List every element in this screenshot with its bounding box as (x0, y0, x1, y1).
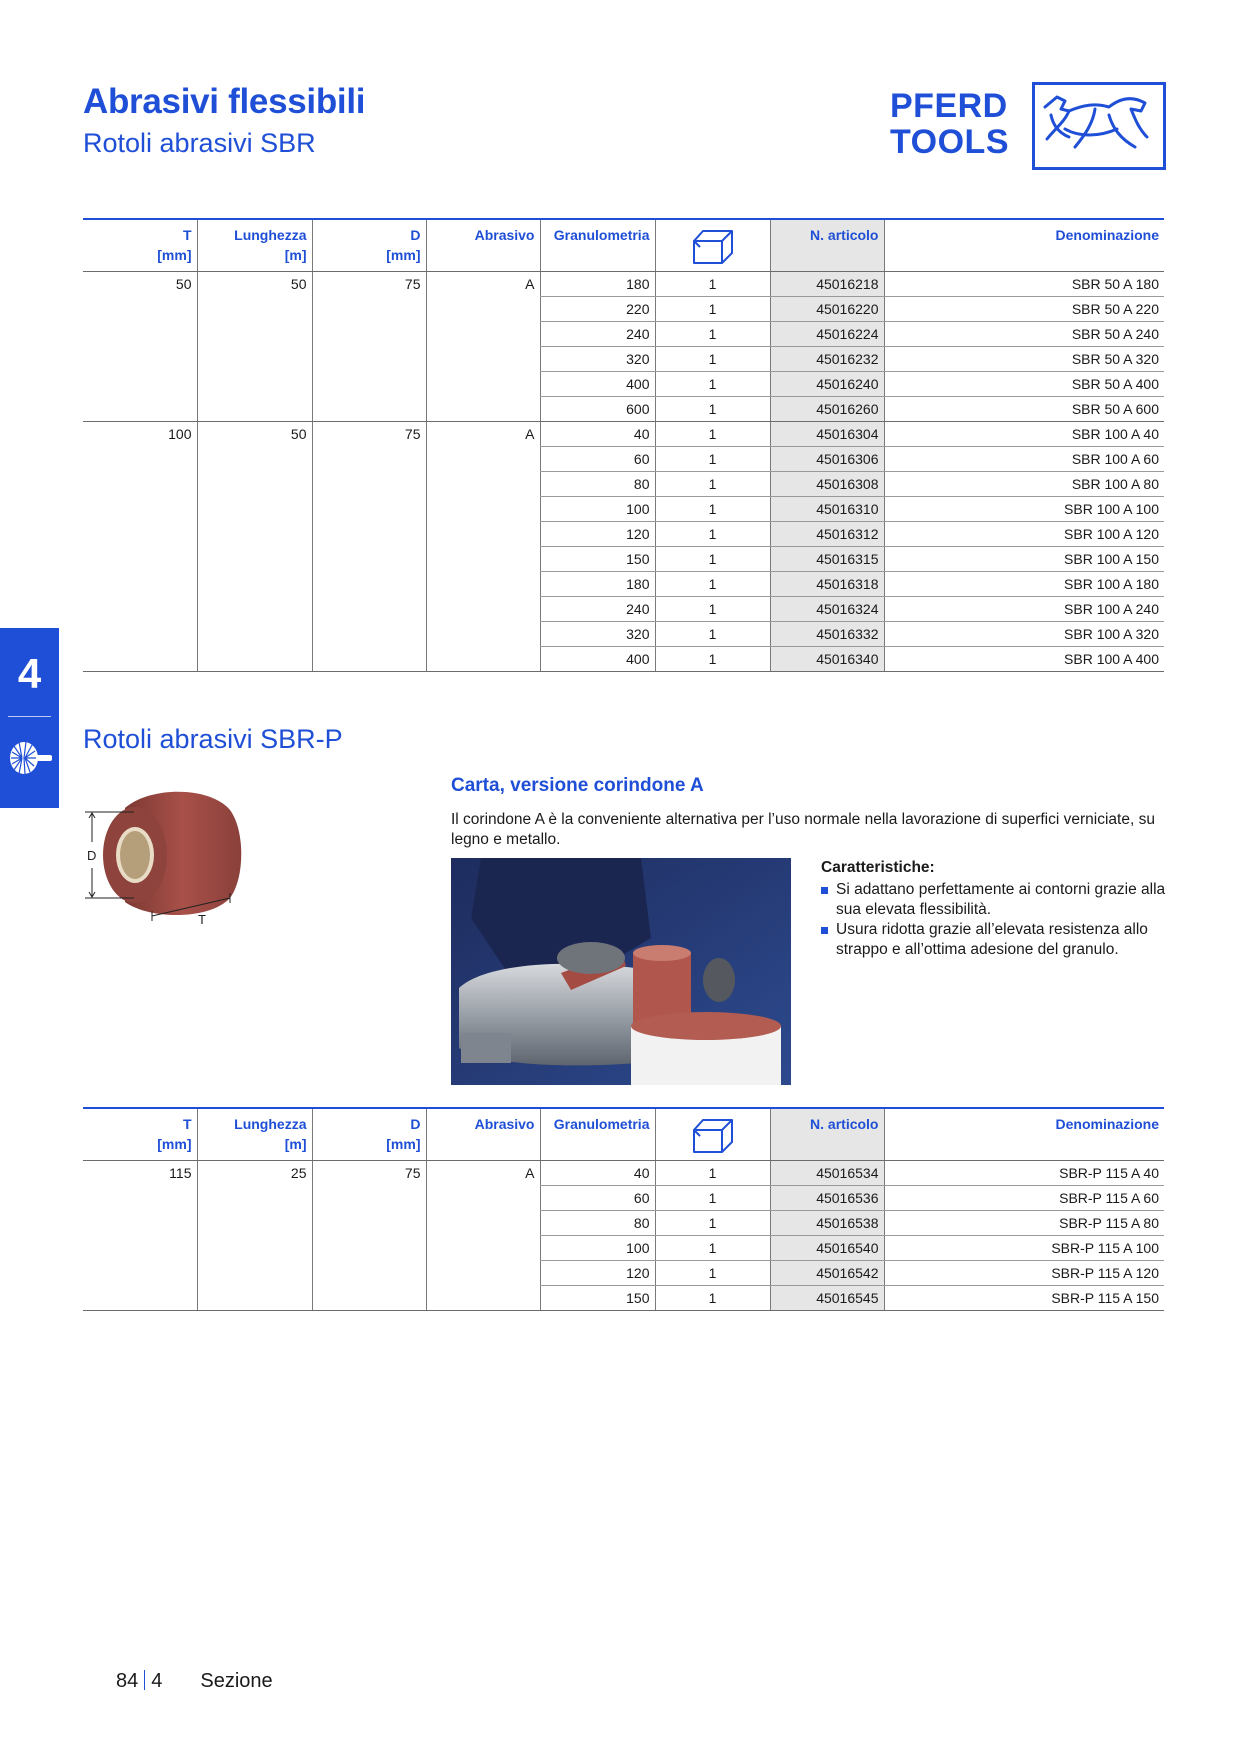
col-header-lunghezza: Lunghezza [m] (197, 1108, 312, 1161)
cell-denominazione: SBR-P 115 A 80 (884, 1211, 1164, 1236)
cell-denominazione: SBR 100 A 150 (884, 547, 1164, 572)
cell-granulometria: 400 (540, 372, 655, 397)
section-title-sbr-p: Rotoli abrasivi SBR-P (83, 724, 343, 754)
col-header-granulometria: Granulometria (540, 1108, 655, 1161)
cell-d: 75 (312, 1161, 426, 1311)
logo-line-1: PFERD (890, 87, 1008, 125)
cell-denominazione: SBR-P 115 A 150 (884, 1286, 1164, 1311)
cell-denominazione: SBR 100 A 100 (884, 497, 1164, 522)
features-box (821, 858, 1166, 960)
cell-article-number: 45016310 (770, 497, 884, 522)
cell-denominazione: SBR 50 A 400 (884, 372, 1164, 397)
cell-denominazione: SBR 100 A 120 (884, 522, 1164, 547)
cell-denominazione: SBR 50 A 320 (884, 347, 1164, 372)
cell-quantity: 1 (655, 472, 770, 497)
col-header-t: T [mm] (83, 1108, 197, 1161)
cell-granulometria: 100 (540, 497, 655, 522)
cell-article-number: 45016224 (770, 322, 884, 347)
cell-denominazione: SBR 100 A 40 (884, 422, 1164, 447)
table-header-row (83, 219, 1164, 272)
cell-granulometria: 40 (540, 422, 655, 447)
cell-quantity: 1 (655, 297, 770, 322)
col-header-packaging (655, 1108, 770, 1161)
cell-quantity: 1 (655, 397, 770, 422)
cell-abrasivo: A (426, 422, 540, 672)
footer-section-number: 4 (151, 1670, 163, 1692)
cell-granulometria: 320 (540, 347, 655, 372)
cell-lunghezza: 25 (197, 1161, 312, 1311)
cell-granulometria: 120 (540, 522, 655, 547)
product-usage-photo (451, 858, 791, 1085)
cell-article-number: 45016324 (770, 597, 884, 622)
cell-denominazione: SBR-P 115 A 40 (884, 1161, 1164, 1186)
cell-quantity: 1 (655, 272, 770, 297)
cell-article-number: 45016232 (770, 347, 884, 372)
cell-article-number: 45016536 (770, 1186, 884, 1211)
cell-quantity: 1 (655, 1286, 770, 1311)
col-header-d: D [mm] (312, 219, 426, 272)
features-list (821, 880, 1166, 960)
col-header-t: T [mm] (83, 219, 197, 272)
package-box-icon (691, 227, 735, 265)
cell-denominazione: SBR 100 A 80 (884, 472, 1164, 497)
cell-quantity: 1 (655, 572, 770, 597)
cell-granulometria: 220 (540, 297, 655, 322)
horse-emblem (1032, 82, 1166, 170)
cell-granulometria: 400 (540, 647, 655, 672)
cell-quantity: 1 (655, 547, 770, 572)
cell-article-number: 45016312 (770, 522, 884, 547)
cell-article-number: 45016315 (770, 547, 884, 572)
col-header-granulometria: Granulometria (540, 219, 655, 272)
cell-denominazione: SBR-P 115 A 100 (884, 1236, 1164, 1261)
cell-quantity: 1 (655, 1236, 770, 1261)
cell-article-number: 45016545 (770, 1286, 884, 1311)
cell-granulometria: 80 (540, 1211, 655, 1236)
feature-item: Usura ridotta grazie all’elevata resistenza allo strappo e all’ottima adesione del granulo. (821, 920, 1166, 960)
col-header-denominazione: Denominazione (884, 219, 1164, 272)
footer-divider (144, 1670, 145, 1690)
package-box-icon (691, 1116, 735, 1154)
cell-quantity: 1 (655, 422, 770, 447)
cell-granulometria: 100 (540, 1236, 655, 1261)
diagram-label-t: T (198, 912, 206, 927)
cell-abrasivo: A (426, 1161, 540, 1311)
cell-article-number: 45016220 (770, 297, 884, 322)
section-tab-number: 4 (17, 650, 42, 697)
cell-article-number: 45016240 (770, 372, 884, 397)
flap-wheel-icon (6, 738, 54, 778)
cell-quantity: 1 (655, 1186, 770, 1211)
cell-granulometria: 240 (540, 322, 655, 347)
cell-quantity: 1 (655, 447, 770, 472)
section-tab[interactable] (0, 628, 59, 808)
col-header-d: D [mm] (312, 1108, 426, 1161)
table-row (83, 272, 1164, 297)
cell-granulometria: 600 (540, 397, 655, 422)
table-header-row (83, 1108, 1164, 1161)
sbr-product-table (83, 218, 1164, 672)
cell-granulometria: 320 (540, 622, 655, 647)
cell-quantity: 1 (655, 347, 770, 372)
cell-t: 50 (83, 272, 197, 422)
footer-section-label: Sezione (200, 1670, 273, 1692)
cell-quantity: 1 (655, 497, 770, 522)
col-header-packaging (655, 219, 770, 272)
cell-article-number: 45016540 (770, 1236, 884, 1261)
cell-granulometria: 120 (540, 1261, 655, 1286)
cell-lunghezza: 50 (197, 422, 312, 672)
diagram-label-d: D (87, 848, 97, 863)
cell-denominazione: SBR 50 A 220 (884, 297, 1164, 322)
cell-d: 75 (312, 422, 426, 672)
abrasive-roll-diagram (80, 780, 250, 930)
horse-icon (1035, 85, 1157, 161)
cell-abrasivo: A (426, 272, 540, 422)
cell-granulometria: 60 (540, 1186, 655, 1211)
section-tab-divider (8, 716, 51, 717)
cell-article-number: 45016340 (770, 647, 884, 672)
cell-t: 115 (83, 1161, 197, 1311)
cell-quantity: 1 (655, 322, 770, 347)
cell-granulometria: 180 (540, 272, 655, 297)
col-header-n-articolo: N. articolo (770, 1108, 884, 1161)
cell-denominazione: SBR 100 A 180 (884, 572, 1164, 597)
product-intro-text: Il corindone A è la conveniente alternativa per l’uso normale nella lavorazione di superfici verniciate, su legno e metallo. (451, 811, 1155, 848)
feature-item: Si adattano perfettamente ai contorni grazie alla sua elevata flessibilità. (821, 880, 1166, 920)
cell-quantity: 1 (655, 597, 770, 622)
cell-d: 75 (312, 272, 426, 422)
cell-t: 100 (83, 422, 197, 672)
cell-granulometria: 80 (540, 472, 655, 497)
cell-article-number: 45016304 (770, 422, 884, 447)
table-row (83, 1161, 1164, 1186)
cell-quantity: 1 (655, 1161, 770, 1186)
cell-quantity: 1 (655, 622, 770, 647)
sbr-p-product-table (83, 1107, 1164, 1311)
cell-quantity: 1 (655, 1211, 770, 1236)
cell-lunghezza: 50 (197, 272, 312, 422)
col-header-n-articolo: N. articolo (770, 219, 884, 272)
cell-denominazione: SBR 100 A 60 (884, 447, 1164, 472)
col-header-abrasivo: Abrasivo (426, 219, 540, 272)
cell-granulometria: 40 (540, 1161, 655, 1186)
page-footer (116, 1670, 273, 1693)
cell-article-number: 45016260 (770, 397, 884, 422)
logo-line-2: TOOLS (890, 123, 1009, 161)
cell-denominazione: SBR 50 A 180 (884, 272, 1164, 297)
cell-granulometria: 240 (540, 597, 655, 622)
cell-quantity: 1 (655, 372, 770, 397)
cell-granulometria: 180 (540, 572, 655, 597)
page-title: Abrasivi flessibili (83, 82, 366, 121)
cell-article-number: 45016332 (770, 622, 884, 647)
cell-denominazione: SBR 50 A 600 (884, 397, 1164, 422)
page-number: 84 (116, 1670, 139, 1692)
cell-granulometria: 60 (540, 447, 655, 472)
cell-quantity: 1 (655, 647, 770, 672)
pferd-tools-logo (890, 82, 1164, 168)
cell-denominazione: SBR 100 A 400 (884, 647, 1164, 672)
table-row (83, 422, 1164, 447)
cell-quantity: 1 (655, 522, 770, 547)
cell-article-number: 45016306 (770, 447, 884, 472)
cell-article-number: 45016308 (770, 472, 884, 497)
cell-granulometria: 150 (540, 547, 655, 572)
cell-denominazione: SBR 100 A 240 (884, 597, 1164, 622)
col-header-denominazione: Denominazione (884, 1108, 1164, 1161)
page-subtitle: Rotoli abrasivi SBR (83, 128, 316, 158)
cell-article-number: 45016534 (770, 1161, 884, 1186)
cell-granulometria: 150 (540, 1286, 655, 1311)
cell-denominazione: SBR 100 A 320 (884, 622, 1164, 647)
features-title: Caratteristiche: (821, 859, 935, 876)
cell-article-number: 45016318 (770, 572, 884, 597)
cell-denominazione: SBR 50 A 240 (884, 322, 1164, 347)
cell-denominazione: SBR-P 115 A 120 (884, 1261, 1164, 1286)
cell-denominazione: SBR-P 115 A 60 (884, 1186, 1164, 1211)
col-header-lunghezza: Lunghezza [m] (197, 219, 312, 272)
cell-article-number: 45016542 (770, 1261, 884, 1286)
col-header-abrasivo: Abrasivo (426, 1108, 540, 1161)
cell-article-number: 45016538 (770, 1211, 884, 1236)
cell-quantity: 1 (655, 1261, 770, 1286)
product-subheading: Carta, versione corindone A (451, 775, 704, 796)
cell-article-number: 45016218 (770, 272, 884, 297)
